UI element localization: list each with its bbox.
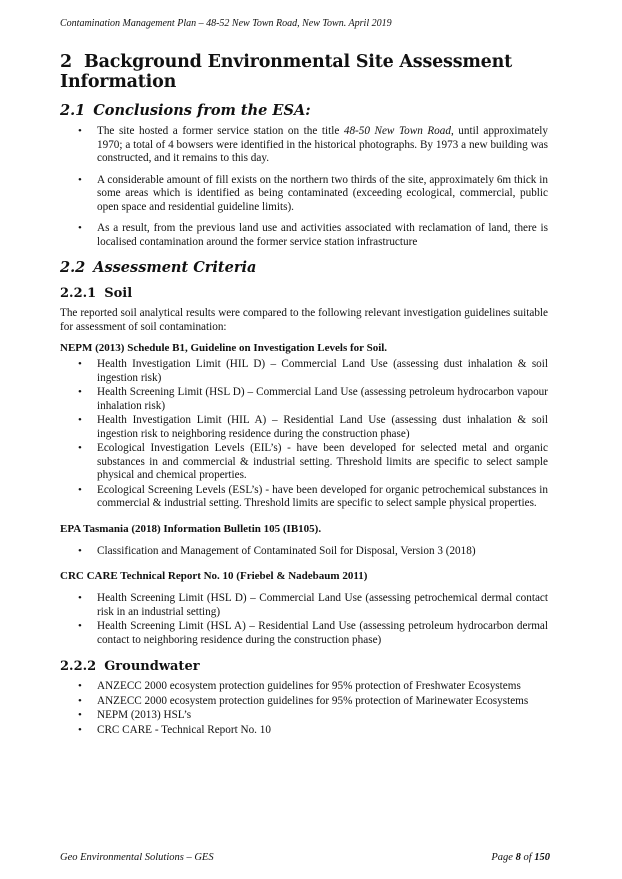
section-number: 2.2 xyxy=(60,259,86,276)
list-item xyxy=(60,174,548,215)
section-2-2-1-heading xyxy=(60,286,548,301)
section-title: Assessment Criteria xyxy=(93,259,257,276)
bullet-icon: • xyxy=(78,173,82,186)
text-run: ANZECC 2000 ecosystem protection guidelines for 95% protection of Freshwater Ecosystems xyxy=(97,680,521,692)
page-current: 8 xyxy=(515,852,521,863)
bullet-icon: • xyxy=(78,620,82,632)
page-sep: of xyxy=(520,852,535,863)
list-item xyxy=(60,709,548,723)
nepm-heading: NEPM (2013) Schedule B1, Guideline on Investigation Levels for Soil. xyxy=(60,342,388,354)
bullet-icon: • xyxy=(78,723,82,736)
esa-conclusions-list xyxy=(60,125,548,249)
section-number: 2 xyxy=(60,52,72,72)
soil-intro-paragraph: The reported soil analytical results were compared to the following relevant investigation guidelines suitable for assessment of soil contamination: xyxy=(60,307,548,333)
bullet-icon: • xyxy=(78,483,82,496)
list-item xyxy=(60,620,548,647)
footer-company: Geo Environmental Solutions – GES xyxy=(60,852,214,863)
bullet-icon: • xyxy=(78,694,82,707)
section-number: 2.1 xyxy=(60,102,86,119)
crc-list xyxy=(60,592,548,647)
text-run: Ecological Investigation Levels (EIL’s) - have been developed for selected metal and organic substances in and commercial & industrial setting. Threshold limits are specific to select sample physical and chemical properties. xyxy=(97,442,548,481)
list-item xyxy=(60,695,548,709)
groundwater-list xyxy=(60,680,548,737)
list-item xyxy=(60,222,548,249)
section-title: Soil xyxy=(104,286,133,301)
page-total: 150 xyxy=(534,852,550,863)
page-label: Page xyxy=(491,852,516,863)
text-run: Health Investigation Limit (HIL A) – Residential Land Use (assessing dust inhalation & soil ingestion risk to neighboring residence during the construction phase) xyxy=(97,414,548,440)
section-2-2-heading xyxy=(60,259,548,276)
text-run: Health Screening Limit (HSL D) – Commercial Land Use (assessing petroleum hydrocarbon vapour inhalation risk) xyxy=(97,386,548,412)
bullet-icon: • xyxy=(78,386,82,398)
text-run: As a result, from the previous land use and activities associated with reclamation of land, there is localised contamination around the former service station infrastructure xyxy=(97,222,548,248)
bullet-icon: • xyxy=(78,442,82,454)
nepm-list xyxy=(60,358,548,511)
text-run: Health Screening Limit (HSL D) – Commercial Land Use (assessing petrochemical dermal contact risk in an industrial setting) xyxy=(97,592,548,618)
section-title: Background Environmental Site Assessment Information xyxy=(60,52,513,92)
section-number: 2.2.2 xyxy=(60,659,97,674)
epa-list xyxy=(60,545,548,559)
list-item xyxy=(60,386,548,413)
bullet-icon: • xyxy=(78,592,82,604)
section-2-heading xyxy=(60,52,548,92)
page-content xyxy=(60,52,548,738)
list-item xyxy=(60,484,548,511)
crc-heading: CRC CARE Technical Report No. 10 (Friebel & Nadebaum 2011) xyxy=(60,570,368,582)
text-run: The site hosted a former service station on the title xyxy=(97,125,344,137)
text-run: A considerable amount of fill exists on the northern two thirds of the site, approximately 6m thick in some areas which is identified as being contaminated (exceeding ecological, commercial, public open space and residential guideline limits). xyxy=(97,173,548,213)
bullet-icon: • xyxy=(78,222,82,234)
list-item xyxy=(60,125,548,166)
section-2-2-2-heading xyxy=(60,659,548,674)
text-run: , until approximately 1970; a total of 4 bowsers were identified in the historical photographs. By 1973 a new building was constructed, and it remains to this day. xyxy=(97,125,548,164)
bullet-icon: • xyxy=(78,709,82,721)
list-item xyxy=(60,358,548,385)
list-item xyxy=(60,545,548,559)
text-run: CRC CARE - Technical Report No. 10 xyxy=(97,723,271,736)
text-run: ANZECC 2000 ecosystem protection guidelines for 95% protection of Marinewater Ecosystems xyxy=(97,694,529,707)
running-header: Contamination Management Plan – 48-52 New Town Road, New Town. April 2019 xyxy=(60,18,392,29)
epa-heading: EPA Tasmania (2018) Information Bulletin 105 (IB105). xyxy=(60,522,322,535)
section-2-1-heading xyxy=(60,102,548,119)
address-italic: 48-50 New Town Road xyxy=(343,125,451,137)
text-run: Health Screening Limit (HSL A) – Residential Land Use (assessing petroleum hydrocarbon dermal contact to neighboring residence during the construction phase) xyxy=(97,620,548,646)
section-title: Conclusions from the ESA: xyxy=(93,102,311,119)
section-title: Groundwater xyxy=(104,659,200,674)
list-item xyxy=(60,592,548,619)
list-item xyxy=(60,680,548,694)
text-run: NEPM (2013) HSL’s xyxy=(97,709,192,721)
bullet-icon: • xyxy=(78,680,82,692)
bullet-icon: • xyxy=(78,358,82,370)
list-item xyxy=(60,724,548,738)
bullet-icon: • xyxy=(78,125,82,137)
text-run: Health Investigation Limit (HIL D) – Commercial Land Use (assessing dust inhalation & soil ingestion risk) xyxy=(97,358,548,384)
list-item xyxy=(60,414,548,441)
text-run: Classification and Management of Contaminated Soil for Disposal, Version 3 (2018) xyxy=(97,544,476,557)
text-run: Ecological Screening Levels (ESL’s) - have been developed for organic petrochemical substances in commercial & industrial setting. Threshold limits are specific to select sample physical properties. xyxy=(97,483,548,509)
bullet-icon: • xyxy=(78,414,82,426)
page-number xyxy=(491,852,550,863)
list-item xyxy=(60,442,548,483)
section-number: 2.2.1 xyxy=(60,286,97,301)
bullet-icon: • xyxy=(78,544,82,557)
